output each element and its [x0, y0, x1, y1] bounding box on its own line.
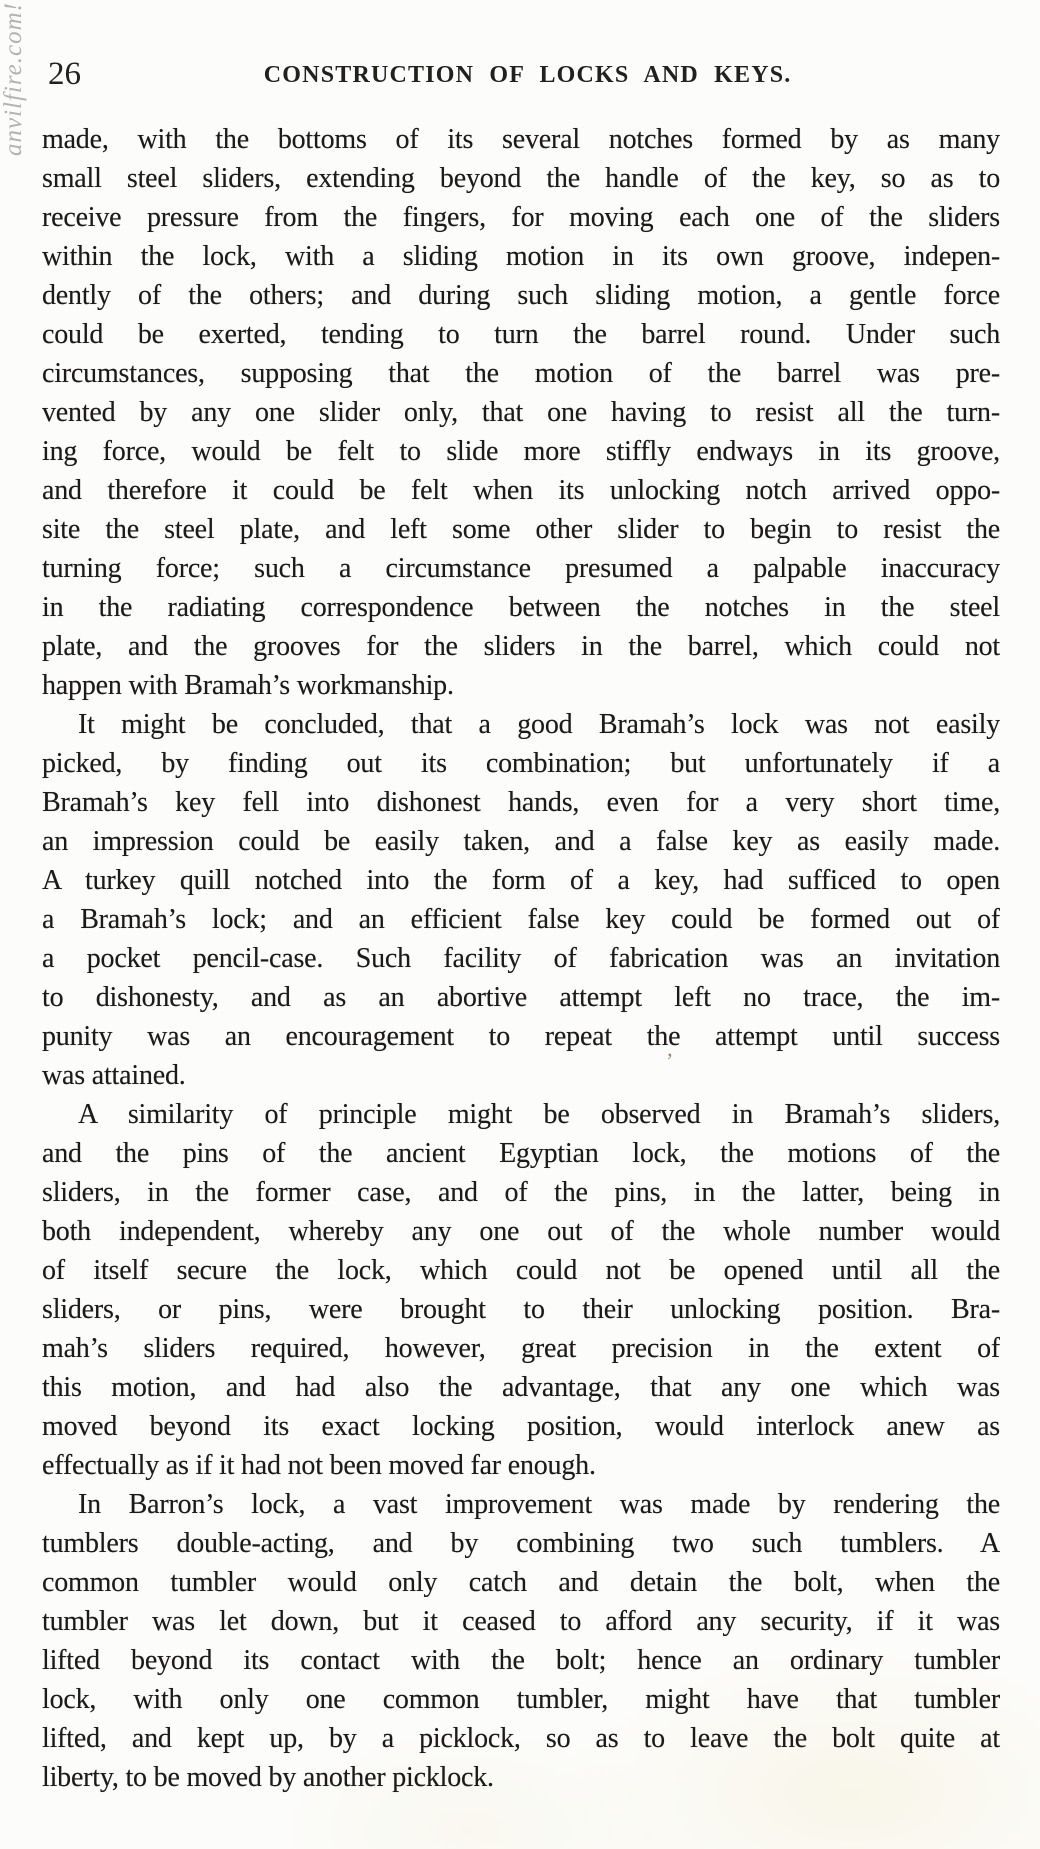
watermark-text: anvilfire.com!	[0, 2, 27, 157]
text-line: sliders, or pins, were brought to their unlocking position. Bra-	[42, 1294, 1000, 1325]
text-line: Bramah’s key fell into dishonest hands, even for a very short time,	[42, 787, 1000, 818]
text-line: A turkey quill notched into the form of a key, had sufficed to open	[42, 865, 1000, 896]
text-line: a Bramah’s lock; and an efficient false key could be formed out of	[42, 904, 1000, 935]
text-line: picked, by finding out its combination; but unfortunately if a	[42, 748, 1000, 779]
text-line: an impression could be easily taken, and a false key as easily made.	[42, 826, 1000, 857]
text-line: this motion, and had also the advantage, that any one which was	[42, 1372, 1000, 1403]
text-line: punity was an encouragement to repeat the attempt until success	[42, 1021, 1000, 1052]
text-line: effectually as if it had not been moved far enough.	[42, 1450, 596, 1481]
text-line: a pocket pencil-case. Such facility of fabrication was an invitation	[42, 943, 1000, 974]
text-line: liberty, to be moved by another picklock.	[42, 1762, 494, 1793]
text-line: within the lock, with a sliding motion in its own groove, indepen-	[42, 241, 1000, 272]
page-header	[42, 56, 998, 98]
text-line: receive pressure from the fingers, for moving each one of the sliders	[42, 202, 1000, 233]
text-line: was attained.	[42, 1060, 186, 1091]
text-line: sliders, in the former case, and of the pins, in the latter, being in	[42, 1177, 1000, 1208]
text-line: lock, with only one common tumbler, might have that tumbler	[42, 1684, 1000, 1715]
text-line: and therefore it could be felt when its unlocking notch arrived oppo-	[42, 475, 1000, 506]
text-line: lifted beyond its contact with the bolt; hence an ordinary tumbler	[42, 1645, 1000, 1676]
text-line: mah’s sliders required, however, great precision in the extent of	[42, 1333, 1000, 1364]
text-line: in the radiating correspondence between the notches in the steel	[42, 592, 1000, 623]
text-line: tumbler was let down, but it ceased to afford any security, if it was	[42, 1606, 1000, 1637]
text-line: could be exerted, tending to turn the barrel round. Under such	[42, 319, 1000, 350]
text-line: circumstances, supposing that the motion of the barrel was pre-	[42, 358, 1000, 389]
text-line: vented by any one slider only, that one having to resist all the turn-	[42, 397, 1000, 428]
text-line: ing force, would be felt to slide more stiffly endways in its groove,	[42, 436, 1000, 467]
text-line: dently of the others; and during such sliding motion, a gentle force	[42, 280, 1000, 311]
page-number: 26	[48, 56, 81, 92]
text-line: A similarity of principle might be observed in Bramah’s sliders,	[78, 1099, 1000, 1130]
text-line: tumblers double-acting, and by combining two such tumblers. A	[42, 1528, 1000, 1559]
text-line: lifted, and kept up, by a picklock, so as to leave the bolt quite at	[42, 1723, 1000, 1754]
running-title: CONSTRUCTION OF LOCKS AND KEYS.	[263, 62, 792, 88]
body-text	[42, 120, 1000, 1797]
text-line: and the pins of the ancient Egyptian lock, the motions of the	[42, 1138, 1000, 1169]
text-line: turning force; such a circumstance presumed a palpable inaccuracy	[42, 553, 1000, 584]
text-line: happen with Bramah’s workmanship.	[42, 670, 454, 701]
text-line: It might be concluded, that a good Bramah’s lock was not easily	[78, 709, 1000, 740]
text-line: moved beyond its exact locking position, would interlock anew as	[42, 1411, 1000, 1442]
text-line: common tumbler would only catch and detain the bolt, when the	[42, 1567, 1000, 1598]
stray-ink-mark: ’	[666, 1048, 674, 1073]
text-line: to dishonesty, and as an abortive attempt left no trace, the im-	[42, 982, 1000, 1013]
text-line: plate, and the grooves for the sliders in the barrel, which could not	[42, 631, 1000, 662]
text-line: In Barron’s lock, a vast improvement was made by rendering the	[78, 1489, 1000, 1520]
text-line: both independent, whereby any one out of the whole number would	[42, 1216, 1000, 1247]
text-line: of itself secure the lock, which could not be opened until all the	[42, 1255, 1000, 1286]
text-line: made, with the bottoms of its several notches formed by as many	[42, 124, 1000, 155]
text-line: site the steel plate, and left some other slider to begin to resist the	[42, 514, 1000, 545]
text-line: small steel sliders, extending beyond the handle of the key, so as to	[42, 163, 1000, 194]
